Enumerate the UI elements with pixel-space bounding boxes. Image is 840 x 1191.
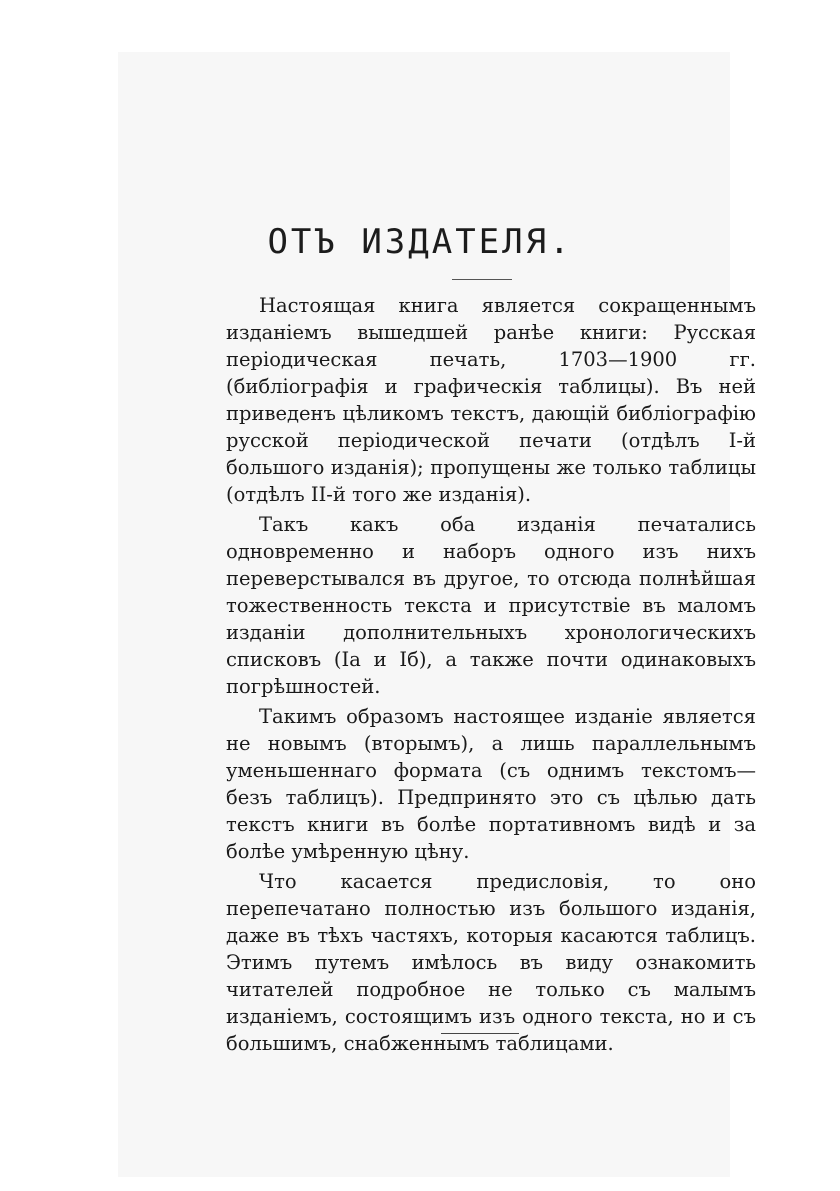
preface-body	[226, 292, 756, 1060]
paragraph: Настоящая книга является сокращеннымъ изданіемъ вышедшей ранѣе книги: Русская періодическая печать, 1703—1900 гг. (библіографія и графическія таблицы). Въ ней приведенъ цѣликомъ текстъ, дающій библіографію русской періодической печати (отдѣлъ I-й большого изданія); пропущены же только таблицы (отдѣлъ II-й того же изданія).	[226, 294, 756, 506]
paragraph: Такъ какъ оба изданія печатались одновременно и наборъ одного изъ нихъ переверстывался въ другое, то отсюда полнѣйшая тожественность текста и присутствіе въ маломъ изданіи дополнительныхъ хронологическихъ списковъ (Ia и Iб), а также почти одинаковыхъ погрѣшностей.	[226, 513, 756, 698]
paragraph: Что касается предисловія, то оно перепечатано полностью изъ большого изданія, даже въ тѣхъ частяхъ, которыя касаются таблицъ. Этимъ путемъ имѣлось въ виду ознакомить читателей подробное не только съ малымъ изданіемъ, состоящимъ изъ одного текста, но и съ большимъ, снабженнымъ таблицами.	[226, 870, 756, 1055]
end-divider	[441, 1033, 519, 1034]
paragraph: Такимъ образомъ настоящее изданіе является не новымъ (вторымъ), а лишь параллельнымъ уменьшеннаго формата (съ однимъ текстомъ—безъ таблицъ). Предпринято это съ цѣлью дать текстъ книги въ болѣе портативномъ видѣ и за болѣе умѣренную цѣну.	[226, 705, 756, 863]
page-title: ОТЪ ИЗДАТЕЛЯ.	[267, 222, 573, 262]
title-divider	[452, 279, 512, 280]
